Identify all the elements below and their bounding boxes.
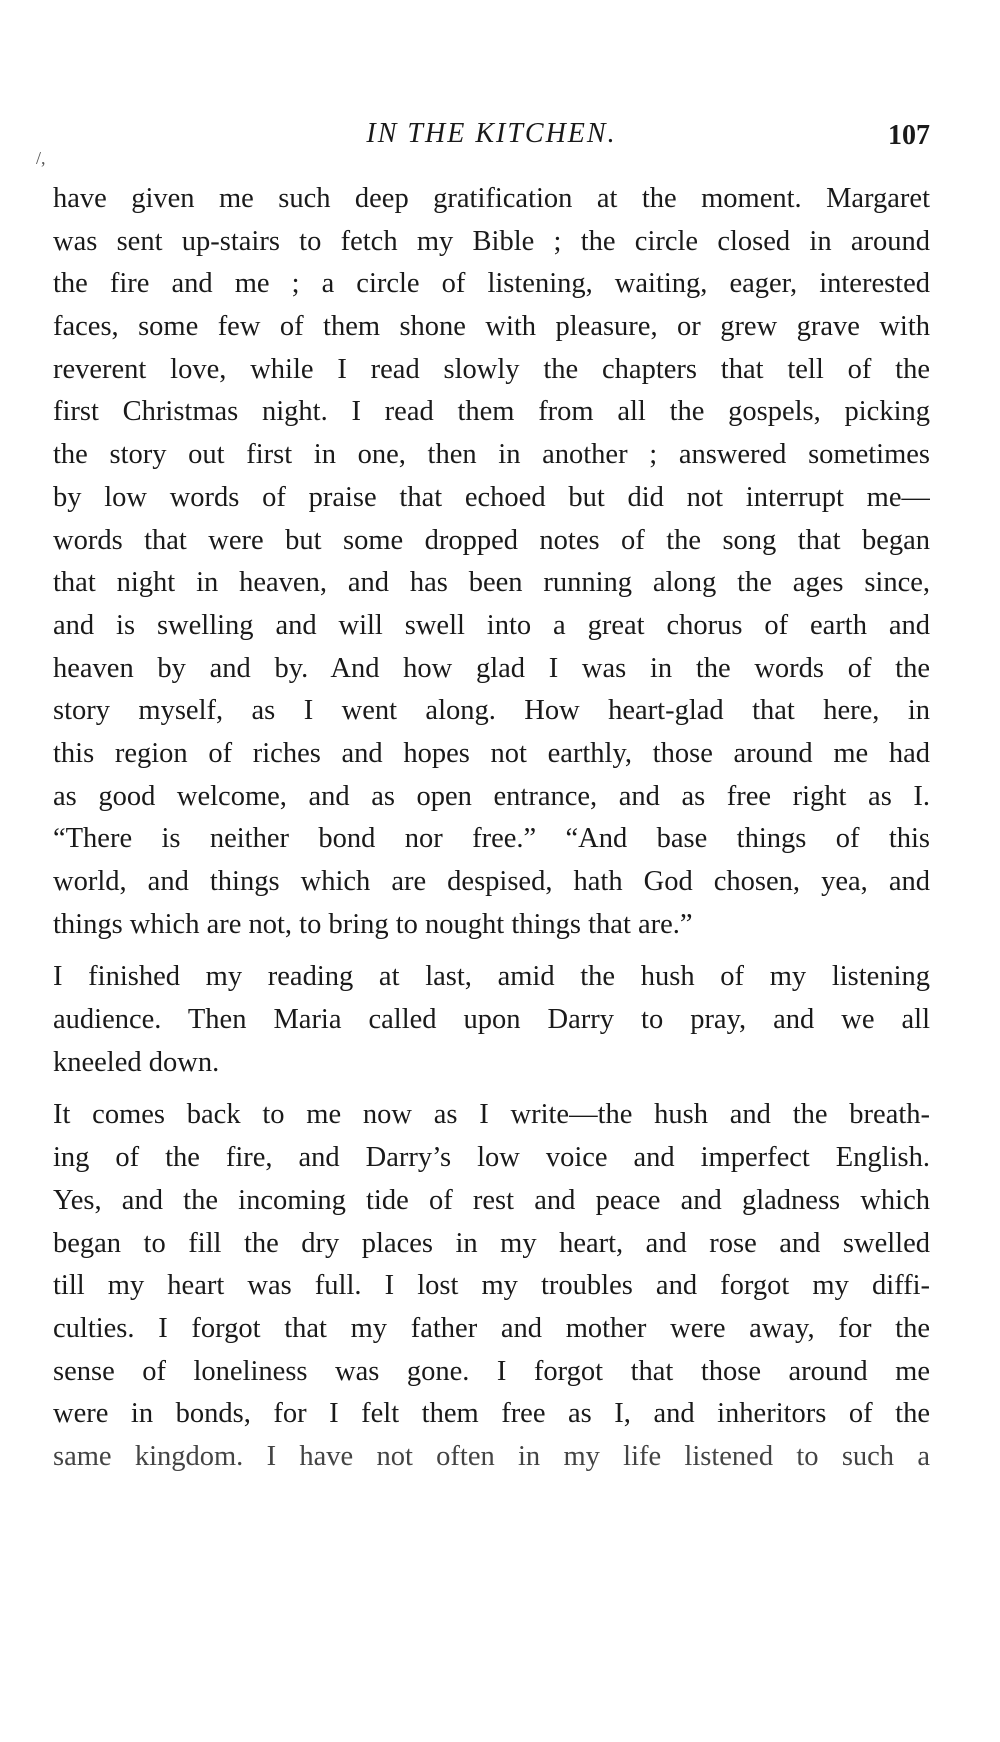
text-line: was sent up-stairs to fetch my Bible ; the circle closed in around: [53, 225, 930, 257]
text-line: sense of loneliness was gone. I forgot that those around me: [53, 1355, 930, 1387]
running-title: IN THE KITCHEN.: [366, 118, 617, 149]
text-line: I finished my reading at last, amid the hush of my listening: [53, 961, 930, 993]
text-line: Yes, and the incoming tide of rest and peace and gladness which: [53, 1184, 930, 1216]
text-line: heaven by and by. And how glad I was in the words of the: [53, 652, 930, 684]
text-line: kneeled down.: [53, 1046, 220, 1078]
text-line: till my heart was full. I lost my troubles and forgot my diffi-: [53, 1270, 930, 1302]
text-line: that night in heaven, and has been running along the ages since,: [53, 567, 930, 599]
page-number: 107: [888, 120, 930, 151]
text-line: culties. I forgot that my father and mother were away, for the: [53, 1312, 930, 1344]
text-line: reverent love, while I read slowly the chapters that tell of the: [53, 353, 930, 385]
text-line: the fire and me ; a circle of listening, waiting, eager, interested: [53, 268, 930, 300]
text-line: were in bonds, for I felt them free as I, and inheritors of the: [53, 1398, 930, 1430]
text-line: began to fill the dry places in my heart, and rose and swelled: [53, 1227, 930, 1259]
page-header: [53, 118, 930, 158]
text-line: have given me such deep gratification at the moment. Margaret: [53, 183, 930, 214]
text-line: faces, some few of them shone with pleasure, or grew grave with: [53, 311, 930, 343]
body-text: [53, 178, 930, 1479]
text-line: first Christmas night. I read them from all the gospels, picking: [53, 396, 930, 428]
text-line: and is swelling and will swell into a great chorus of earth and: [53, 609, 930, 641]
text-line: the story out first in one, then in another ; answered sometimes: [53, 439, 930, 471]
text-line: world, and things which are despised, hath God chosen, yea, and: [53, 866, 930, 897]
text-line: It comes back to me now as I write—the hush and the breath-: [53, 1099, 930, 1131]
paragraph-gap: [53, 946, 930, 956]
text-line: as good welcome, and as open entrance, and as free right as I.: [53, 780, 930, 812]
text-line: this region of riches and hopes not earthly, those around me had: [53, 737, 930, 769]
margin-mark: /,: [36, 148, 46, 168]
text-line: same kingdom. I have not often in my life listened to such a: [53, 1440, 930, 1472]
text-line: ing of the fire, and Darry’s low voice and imperfect English.: [53, 1142, 930, 1174]
text-line: words that were but some dropped notes of the song that began: [53, 524, 930, 556]
text-line: audience. Then Maria called upon Darry to pray, and we all: [53, 1004, 930, 1036]
text-line: story myself, as I went along. How heart-glad that here, in: [53, 695, 930, 727]
text-line: “There is neither bond nor free.” “And base things of this: [53, 823, 930, 855]
text-line: by low words of praise that echoed but did not interrupt me—: [53, 481, 930, 513]
paragraph-gap: [53, 1084, 930, 1094]
text-line: things which are not, to bring to nought things that are.”: [53, 908, 693, 940]
